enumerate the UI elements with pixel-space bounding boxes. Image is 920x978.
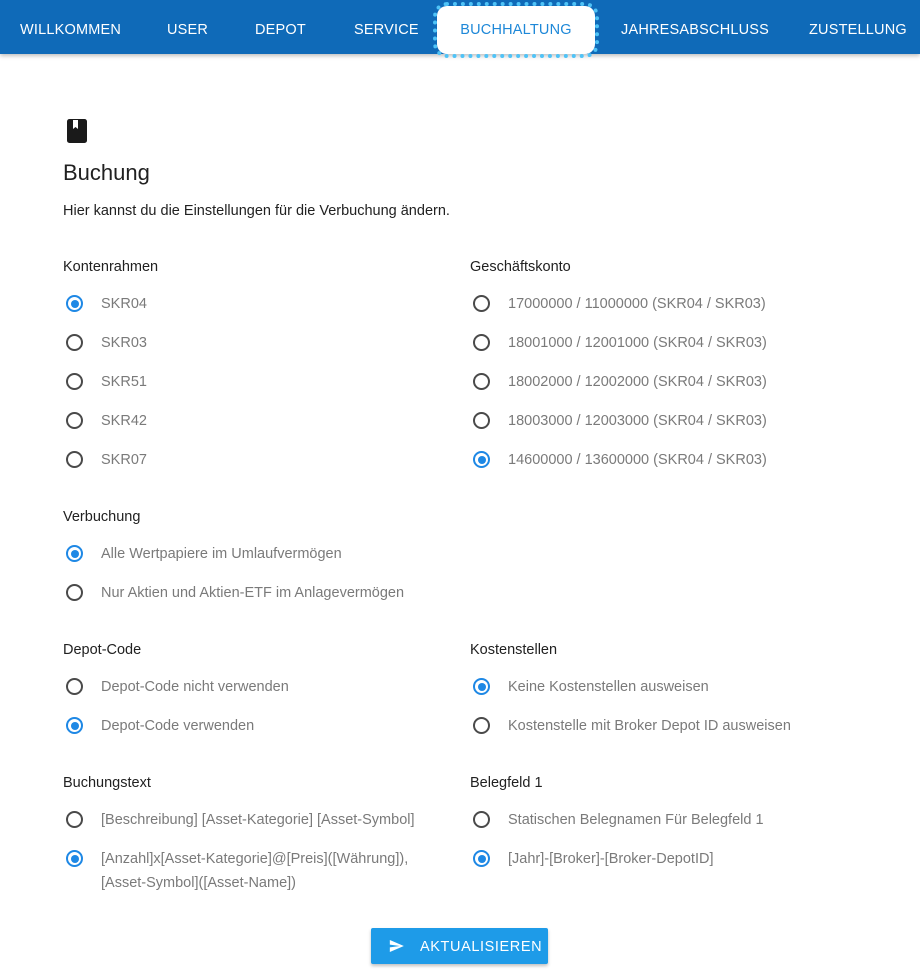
geschaeftskonto-option-2[interactable] xyxy=(473,331,893,355)
radio-unchecked[interactable] xyxy=(473,334,490,351)
buchungstext-label: Buchungstext xyxy=(63,775,151,791)
option-label: 18003000 / 12003000 (SKR04 / SKR03) xyxy=(508,413,767,429)
geschaeftskonto-option-5[interactable] xyxy=(473,448,893,472)
radio-unchecked[interactable] xyxy=(473,373,490,390)
verbuchung-option-anlage[interactable] xyxy=(66,581,466,605)
geschaeftskonto-option-3[interactable] xyxy=(473,370,893,394)
radio-checked[interactable] xyxy=(473,850,490,867)
page-title: Buchung xyxy=(63,160,150,185)
option-label: Kostenstelle mit Broker Depot ID ausweisen xyxy=(508,718,791,734)
book-icon xyxy=(67,119,87,143)
tab-service[interactable]: SERVICE xyxy=(354,22,419,38)
radio-checked[interactable] xyxy=(473,678,490,695)
top-navigation xyxy=(0,0,920,54)
radio-unchecked[interactable] xyxy=(473,811,490,828)
buchungstext-option-anzahl[interactable] xyxy=(66,847,446,895)
verbuchung-label: Verbuchung xyxy=(63,509,141,525)
kostenstellen-label: Kostenstellen xyxy=(470,642,558,658)
depotcode-option-off[interactable] xyxy=(66,675,426,699)
option-label: 14600000 / 13600000 (SKR04 / SKR03) xyxy=(508,452,767,468)
kontenrahmen-label: Kontenrahmen xyxy=(63,259,159,275)
kontenrahmen-option-skr42[interactable] xyxy=(66,409,366,433)
tab-depot[interactable]: DEPOT xyxy=(255,22,306,38)
kontenrahmen-option-skr51[interactable] xyxy=(66,370,366,394)
option-label: Statischen Belegnamen Für Belegfeld 1 xyxy=(508,812,764,828)
option-label: Depot-Code verwenden xyxy=(101,718,255,734)
belegfeld-option-statisch[interactable] xyxy=(473,808,893,832)
buchungstext-option-beschreibung[interactable] xyxy=(66,808,446,832)
option-label: [Anzahl]x[Asset-Kategorie]@[Preis]([Währung]), [Asset-Symbol]([Asset-Name]) xyxy=(101,851,409,891)
option-label: SKR42 xyxy=(101,413,147,429)
option-label: Keine Kostenstellen ausweisen xyxy=(508,679,709,695)
radio-unchecked[interactable] xyxy=(66,373,83,390)
option-label: Alle Wertpapiere im Umlaufvermögen xyxy=(101,546,342,562)
radio-unchecked[interactable] xyxy=(473,295,490,312)
belegfeld-option-jahr[interactable] xyxy=(473,847,893,871)
aktualisieren-label: AKTUALISIEREN xyxy=(420,939,543,955)
option-label: 18002000 / 12002000 (SKR04 / SKR03) xyxy=(508,374,767,390)
option-label: SKR07 xyxy=(101,452,147,468)
radio-unchecked[interactable] xyxy=(66,811,83,828)
tab-willkommen[interactable]: WILLKOMMEN xyxy=(20,22,122,38)
tab-user[interactable]: USER xyxy=(167,22,209,38)
geschaeftskonto-option-4[interactable] xyxy=(473,409,893,433)
option-label: [Beschreibung] [Asset-Kategorie] [Asset-Symbol] xyxy=(101,812,415,828)
page-description: Hier kannst du die Einstellungen für die Verbuchung ändern. xyxy=(63,203,450,219)
depotcode-label: Depot-Code xyxy=(63,642,142,658)
radio-unchecked[interactable] xyxy=(66,451,83,468)
radio-checked[interactable] xyxy=(66,545,83,562)
option-label: Nur Aktien und Aktien-ETF im Anlagevermögen xyxy=(101,585,405,601)
option-label: Depot-Code nicht verwenden xyxy=(101,679,289,695)
kontenrahmen-option-skr04[interactable] xyxy=(66,292,366,316)
radio-unchecked[interactable] xyxy=(66,678,83,695)
belegfeld-label: Belegfeld 1 xyxy=(470,775,543,791)
tab-jahresabschluss[interactable]: JAHRESABSCHLUSS xyxy=(621,22,770,38)
option-label: SKR04 xyxy=(101,296,147,312)
radio-unchecked[interactable] xyxy=(473,717,490,734)
radio-checked[interactable] xyxy=(66,850,83,867)
kostenstellen-option-broker[interactable] xyxy=(473,714,893,738)
kontenrahmen-option-skr03[interactable] xyxy=(66,331,366,355)
verbuchung-option-umlauf[interactable] xyxy=(66,542,466,566)
radio-unchecked[interactable] xyxy=(66,334,83,351)
tab-zustellung[interactable]: ZUSTELLUNG xyxy=(809,22,907,38)
send-icon xyxy=(388,938,405,954)
radio-checked[interactable] xyxy=(473,451,490,468)
option-label: SKR51 xyxy=(101,374,147,390)
kontenrahmen-option-skr07[interactable] xyxy=(66,448,366,472)
option-label: SKR03 xyxy=(101,335,147,351)
geschaeftskonto-label: Geschäftskonto xyxy=(470,259,571,275)
radio-checked[interactable] xyxy=(66,295,83,312)
radio-unchecked[interactable] xyxy=(66,584,83,601)
kostenstellen-option-none[interactable] xyxy=(473,675,893,699)
option-label: 18001000 / 12001000 (SKR04 / SKR03) xyxy=(508,335,767,351)
tab-buchhaltung[interactable]: BUCHHALTUNG xyxy=(437,6,595,54)
aktualisieren-button[interactable] xyxy=(371,928,548,964)
geschaeftskonto-option-1[interactable] xyxy=(473,292,893,316)
radio-checked[interactable] xyxy=(66,717,83,734)
radio-unchecked[interactable] xyxy=(473,412,490,429)
radio-unchecked[interactable] xyxy=(66,412,83,429)
option-label: 17000000 / 11000000 (SKR04 / SKR03) xyxy=(508,296,766,312)
option-label: [Jahr]-[Broker]-[Broker-DepotID] xyxy=(508,851,714,867)
depotcode-option-on[interactable] xyxy=(66,714,426,738)
